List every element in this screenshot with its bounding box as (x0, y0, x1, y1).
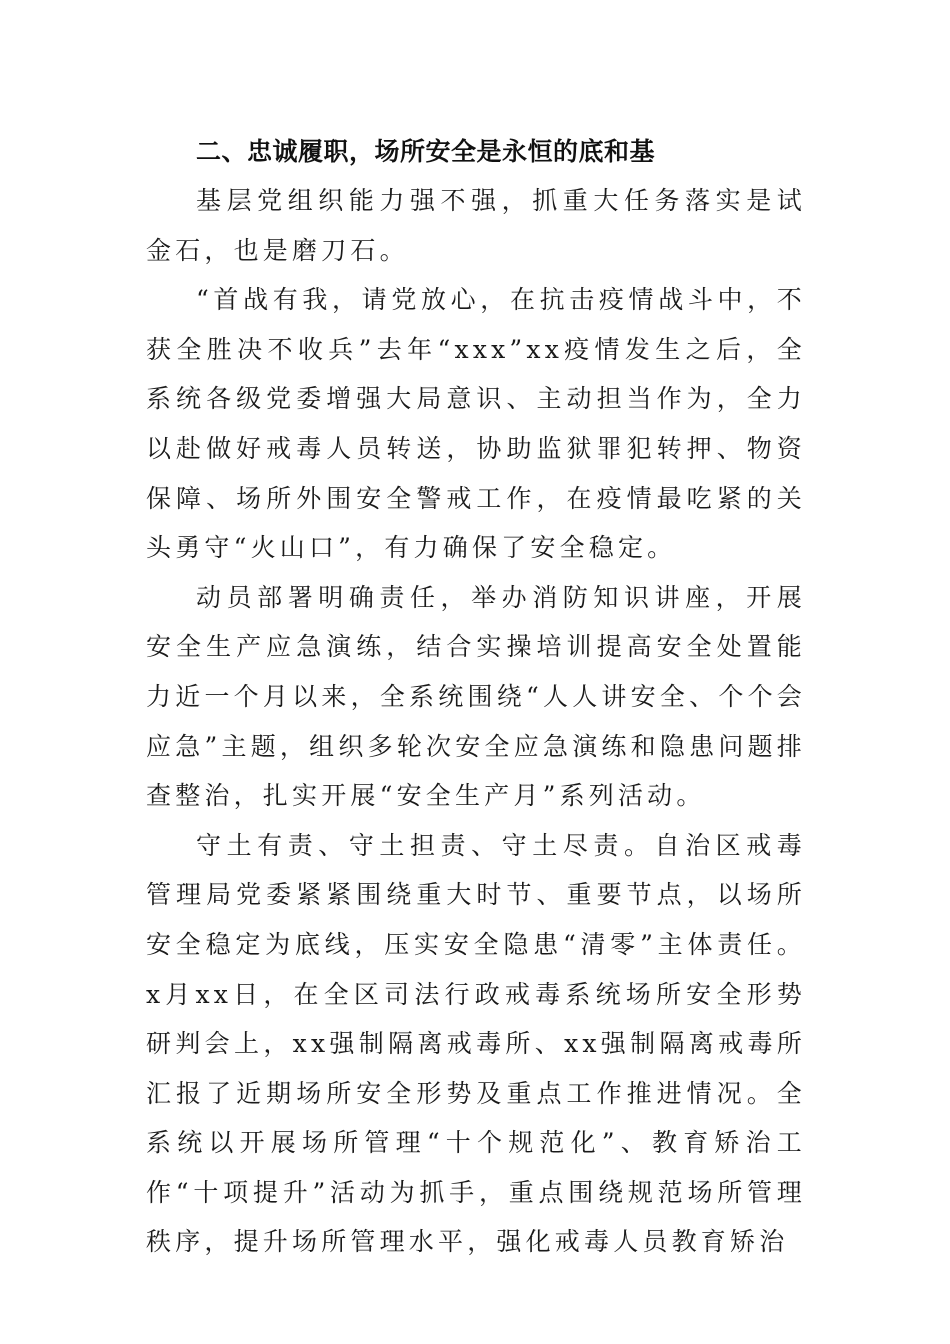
section-heading: 二、忠诚履职，场所安全是永恒的底和基 (196, 137, 656, 166)
document-body (146, 128, 806, 1267)
paragraph-1: 基层党组织能力强不强，抓重大任务落实是试金石，也是磨刀石。 (146, 186, 806, 265)
paragraph-4: 守土有责、守土担责、守土尽责。自治区戒毒管理局党委紧紧围绕重大时节、重要节点，以场所安全稳定为底线，压实安全隐患“清零”主体责任。x月xx日，在全区司法行政戒毒系统场所安全形势研判会上，xx强制隔离戒毒所、xx强制隔离戒毒所汇报了近期场所安全形势及重点工作推进情况。全系统以开展场所管理“十个规范化”、教育矫治工作“十项提升”活动为抓手，重点围绕规范场所管理秩序，提升场所管理水平，强化戒毒人员教育矫治 (146, 830, 806, 1257)
paragraph-2: “首战有我，请党放心，在抗击疫情战斗中，不获全胜决不收兵”去年“xxx”xx疫情发生之后，全系统各级党委增强大局意识、主动担当作为，全力以赴做好戒毒人员转送，协助监狱罪犯转押、物资保障、场所外围安全警戒工作，在疫情最吃紧的关头勇守“火山口”，有力确保了安全稳定。 (146, 285, 806, 563)
paragraph-3: 动员部署明确责任，举办消防知识讲座，开展安全生产应急演练，结合实操培训提高安全处置能力近一个月以来，全系统围绕“人人讲安全、个个会应急”主题，组织多轮次安全应急演练和隐患问题排查整治，扎实开展“安全生产月”系列活动。 (146, 582, 806, 811)
